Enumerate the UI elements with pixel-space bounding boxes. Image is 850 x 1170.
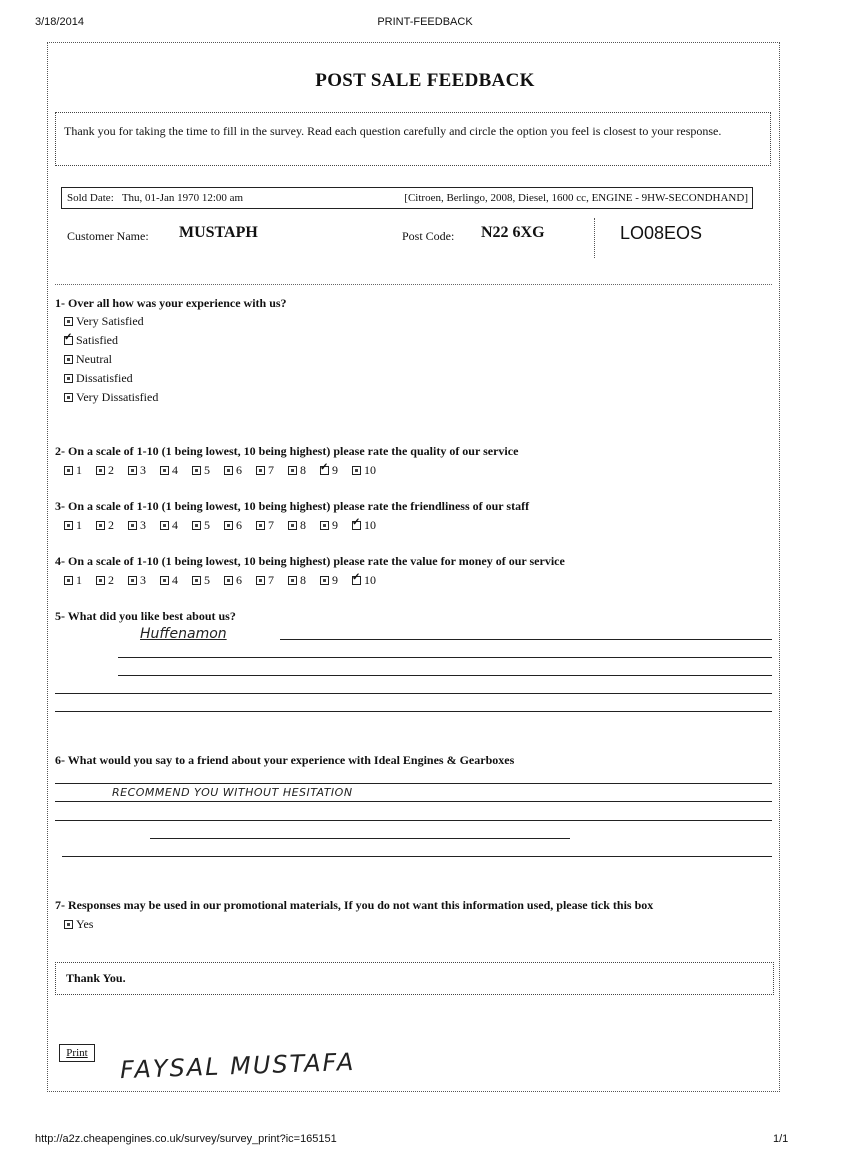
question-3: 3- On a scale of 1-10 (1 being lowest, 10 being highest) please rate the friendliness of our staff <box>55 499 530 513</box>
rating-option[interactable] <box>160 573 192 588</box>
rating-option[interactable] <box>288 573 320 588</box>
rating-label: 8 <box>300 573 306 587</box>
rating-option[interactable] <box>320 463 352 478</box>
rating-label: 1 <box>76 463 82 477</box>
print-button[interactable]: Print <box>59 1044 95 1062</box>
checkbox-icon[interactable] <box>352 576 361 585</box>
rating-option[interactable] <box>224 463 256 478</box>
rating-label: 9 <box>332 463 338 477</box>
rating-label: 5 <box>204 463 210 477</box>
rating-label: 5 <box>204 573 210 587</box>
customer-name-value: MUSTAPH <box>179 224 258 241</box>
thank-you-box <box>55 962 774 995</box>
answer-line <box>55 693 772 694</box>
rating-option[interactable] <box>192 573 224 588</box>
checkbox-icon[interactable] <box>128 521 137 530</box>
checkbox-icon[interactable] <box>224 576 233 585</box>
print-date: 3/18/2014 <box>35 16 84 28</box>
rating-label: 2 <box>108 463 114 477</box>
checkbox-icon[interactable] <box>224 521 233 530</box>
rating-option[interactable] <box>320 573 352 588</box>
checkbox-icon[interactable] <box>64 317 73 326</box>
checkbox-icon[interactable] <box>128 466 137 475</box>
sale-info-box <box>61 187 753 209</box>
q1-option-label: Neutral <box>76 352 112 366</box>
q5-answer[interactable]: Huffenamon <box>140 626 227 642</box>
rating-option[interactable] <box>288 463 320 478</box>
q1-option-label: Dissatisfied <box>76 371 133 385</box>
rating-option[interactable] <box>96 518 128 533</box>
rating-label: 10 <box>364 518 376 532</box>
answer-line <box>150 838 570 839</box>
registration-box <box>594 218 772 258</box>
question-5: 5- What did you like best about us? <box>55 609 236 623</box>
checkbox-icon[interactable] <box>64 576 73 585</box>
divider <box>55 284 772 285</box>
rating-label: 8 <box>300 518 306 532</box>
intro-text: Thank you for taking the time to fill in the survey. Read each question carefully and circle the option you feel is closest to your response. <box>64 124 722 138</box>
checkbox-icon[interactable] <box>256 521 265 530</box>
answer-line <box>62 856 772 857</box>
rating-option[interactable] <box>352 518 384 533</box>
page-url: http://a2z.cheapengines.co.uk/survey/survey_print?ic=165151 <box>35 1133 337 1145</box>
answer-line <box>55 711 772 712</box>
rating-label: 1 <box>76 573 82 587</box>
q1-option[interactable] <box>64 333 118 348</box>
customer-name-label: Customer Name: <box>67 229 149 243</box>
rating-option[interactable] <box>256 573 288 588</box>
rating-option[interactable] <box>160 518 192 533</box>
rating-label: 6 <box>236 463 242 477</box>
rating-label: 4 <box>172 463 178 477</box>
rating-label: 6 <box>236 573 242 587</box>
rating-option[interactable] <box>192 518 224 533</box>
checkbox-icon[interactable] <box>96 466 105 475</box>
rating-option[interactable] <box>352 573 384 588</box>
rating-option[interactable] <box>288 518 320 533</box>
checkbox-icon[interactable] <box>64 355 73 364</box>
thank-you-text: Thank You. <box>66 971 126 985</box>
q1-option-label: Very Satisfied <box>76 314 144 328</box>
rating-label: 7 <box>268 573 274 587</box>
rating-option[interactable] <box>160 463 192 478</box>
postcode-label: Post Code: <box>402 229 455 243</box>
q1-option-label: Satisfied <box>76 333 118 347</box>
checkbox-icon[interactable] <box>64 521 73 530</box>
rating-label: 2 <box>108 573 114 587</box>
rating-label: 10 <box>364 573 376 587</box>
rating-option[interactable] <box>64 463 96 478</box>
checkbox-icon[interactable] <box>288 466 297 475</box>
checkbox-icon[interactable] <box>64 466 73 475</box>
checkbox-icon[interactable] <box>64 336 73 345</box>
q1-option[interactable] <box>64 390 158 405</box>
q1-option[interactable] <box>64 371 133 386</box>
checkbox-icon[interactable] <box>256 576 265 585</box>
q7-option-yes[interactable] <box>64 917 93 932</box>
answer-line <box>118 657 772 658</box>
checkbox-icon[interactable] <box>320 466 329 475</box>
checkbox-icon[interactable] <box>320 576 329 585</box>
q1-option[interactable] <box>64 314 144 329</box>
rating-label: 3 <box>140 518 146 532</box>
q1-option[interactable] <box>64 352 112 367</box>
q3-scale <box>64 518 384 533</box>
q6-answer[interactable]: RECOMMEND YOU WITHOUT HESITATION <box>112 786 353 799</box>
answer-line <box>118 675 772 676</box>
question-7: 7- Responses may be used in our promotional materials, If you do not want this information used, please tick this box <box>55 898 654 912</box>
rating-option[interactable] <box>352 463 384 478</box>
answer-line <box>55 783 772 784</box>
checkbox-icon[interactable] <box>64 920 73 929</box>
q2-scale <box>64 463 384 478</box>
answer-line <box>55 801 772 802</box>
answer-line <box>280 639 772 640</box>
rating-option[interactable] <box>96 463 128 478</box>
checkbox-icon[interactable] <box>288 521 297 530</box>
rating-label: 5 <box>204 518 210 532</box>
rating-label: 4 <box>172 518 178 532</box>
postcode-value: N22 6XG <box>481 224 545 241</box>
page-number: 1/1 <box>773 1133 789 1145</box>
rating-option[interactable] <box>128 463 160 478</box>
question-4: 4- On a scale of 1-10 (1 being lowest, 10 being highest) please rate the value for money of our service <box>55 554 565 568</box>
checkbox-icon[interactable] <box>320 521 329 530</box>
rating-label: 3 <box>140 463 146 477</box>
q7-option-label: Yes <box>76 917 94 931</box>
question-6: 6- What would you say to a friend about your experience with Ideal Engines & Gearboxes <box>55 753 515 767</box>
rating-option[interactable] <box>128 573 160 588</box>
checkbox-icon[interactable] <box>128 576 137 585</box>
rating-option[interactable] <box>224 573 256 588</box>
rating-option[interactable] <box>320 518 352 533</box>
rating-label: 7 <box>268 518 274 532</box>
rating-label: 4 <box>172 573 178 587</box>
checkbox-icon[interactable] <box>224 466 233 475</box>
rating-option[interactable] <box>64 518 96 533</box>
sold-date-value: Thu, 01-Jan 1970 12:00 am <box>121 192 244 204</box>
checkbox-icon[interactable] <box>64 374 73 383</box>
checkbox-icon[interactable] <box>256 466 265 475</box>
rating-label: 6 <box>236 518 242 532</box>
intro-box <box>55 112 771 166</box>
registration-value: LO08EOS <box>620 223 703 243</box>
checkbox-icon[interactable] <box>352 521 361 530</box>
rating-option[interactable] <box>256 463 288 478</box>
checkbox-icon[interactable] <box>352 466 361 475</box>
checkbox-icon[interactable] <box>160 521 169 530</box>
checkbox-icon[interactable] <box>160 466 169 475</box>
checkbox-icon[interactable] <box>192 466 201 475</box>
q1-option-label: Very Dissatisfied <box>76 390 159 404</box>
rating-label: 2 <box>108 518 114 532</box>
form-title: POST SALE FEEDBACK <box>315 70 535 91</box>
checkbox-icon[interactable] <box>288 576 297 585</box>
question-2: 2- On a scale of 1-10 (1 being lowest, 10 being highest) please rate the quality of our service <box>55 444 519 458</box>
checkbox-icon[interactable] <box>192 576 201 585</box>
rating-label: 9 <box>332 573 338 587</box>
rating-option[interactable] <box>192 463 224 478</box>
signature: FAYSAL MUSTAFA <box>119 1047 356 1085</box>
checkbox-icon[interactable] <box>96 521 105 530</box>
rating-option[interactable] <box>224 518 256 533</box>
question-1: 1- Over all how was your experience with us? <box>55 296 287 310</box>
checkbox-icon[interactable] <box>160 576 169 585</box>
q4-scale <box>64 573 384 588</box>
rating-label: 1 <box>76 518 82 532</box>
rating-option[interactable] <box>128 518 160 533</box>
rating-label: 9 <box>332 518 338 532</box>
checkbox-icon[interactable] <box>64 393 73 402</box>
rating-label: 10 <box>364 463 376 477</box>
rating-option[interactable] <box>64 573 96 588</box>
rating-label: 8 <box>300 463 306 477</box>
print-title: PRINT-FEEDBACK <box>377 16 473 28</box>
checkbox-icon[interactable] <box>192 521 201 530</box>
answer-line <box>55 820 772 821</box>
rating-option[interactable] <box>256 518 288 533</box>
rating-label: 7 <box>268 463 274 477</box>
checkbox-icon[interactable] <box>96 576 105 585</box>
sold-date-label: Sold Date: <box>67 192 114 204</box>
rating-option[interactable] <box>96 573 128 588</box>
rating-label: 3 <box>140 573 146 587</box>
vehicle-details: [Citroen, Berlingo, 2008, Diesel, 1600 cc, ENGINE - 9HW-SECONDHAND] <box>404 192 748 204</box>
sold-date <box>67 192 243 204</box>
